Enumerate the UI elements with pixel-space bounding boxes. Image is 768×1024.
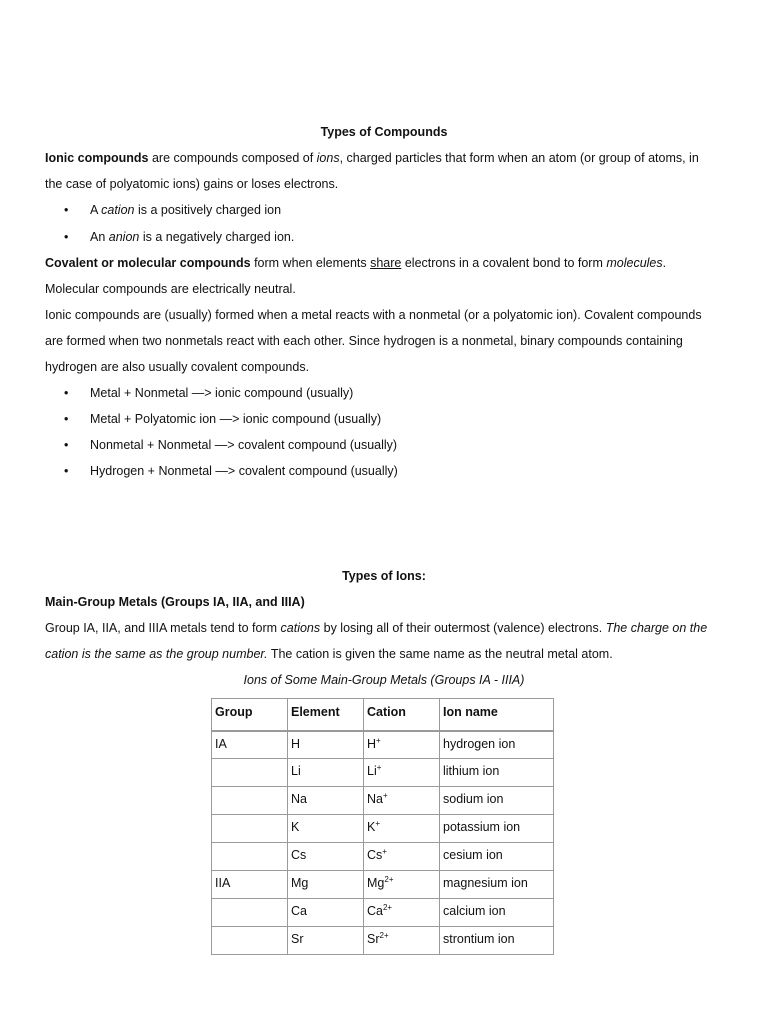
formation-line-3: hydrogen are also usually covalent compounds. bbox=[45, 360, 310, 374]
bullet-icon: • bbox=[64, 438, 69, 452]
term-cations: cations bbox=[280, 621, 321, 635]
bullet-icon: • bbox=[64, 203, 69, 217]
rule-text: Hydrogen + Nonmetal —> covalent compound (usually) bbox=[90, 464, 398, 478]
text: Group IA, IIA, and IIIA metals tend to form bbox=[45, 621, 281, 635]
ionic-definition-line1 bbox=[45, 152, 699, 165]
text: cation is the same as the group number. bbox=[45, 647, 268, 661]
formation-line-1: Ionic compounds are (usually) formed when a metal reacts with a nonmetal (or a polyatomic ion). Covalent compounds bbox=[45, 308, 702, 322]
cell-element: Cs bbox=[288, 843, 364, 871]
cell-element: Na bbox=[288, 787, 364, 815]
cation-symbol: Ca bbox=[367, 904, 383, 918]
cell-cation bbox=[364, 815, 440, 843]
cell-element: K bbox=[288, 815, 364, 843]
cation-symbol: Cs bbox=[367, 848, 383, 862]
table-caption: Ions of Some Main-Group Metals (Groups IA - IIIA) bbox=[243, 673, 525, 687]
rule-text: Nonmetal + Nonmetal —> covalent compound (usually) bbox=[90, 438, 398, 452]
term-share: share bbox=[370, 256, 402, 270]
text: The charge on the bbox=[605, 621, 708, 635]
cation-charge: 2+ bbox=[382, 902, 393, 912]
cell-group: IA bbox=[212, 731, 288, 759]
cell-ion-name: hydrogen ion bbox=[440, 731, 554, 759]
cation-symbol: Sr bbox=[367, 932, 380, 946]
table-row bbox=[212, 899, 554, 927]
bullet-icon: • bbox=[64, 230, 69, 244]
cell-group bbox=[212, 927, 288, 955]
term-molecules: molecules bbox=[606, 256, 663, 270]
section-title-compounds: Types of Compounds bbox=[320, 125, 448, 139]
bullet-cation bbox=[64, 204, 281, 217]
term-cation: cation bbox=[101, 203, 135, 217]
cell-ion-name: sodium ion bbox=[440, 787, 554, 815]
ionic-definition-line2: the case of polyatomic ions) gains or loses electrons. bbox=[45, 177, 339, 191]
text: form when elements bbox=[250, 256, 371, 270]
cell-group bbox=[212, 815, 288, 843]
bullet-icon: • bbox=[64, 412, 69, 426]
cation-charge: 2+ bbox=[384, 874, 394, 884]
table-row bbox=[212, 787, 554, 815]
cell-ion-name: potassium ion bbox=[440, 815, 554, 843]
cell-ion-name: cesium ion bbox=[440, 843, 554, 871]
ions-paragraph-line2 bbox=[45, 648, 613, 661]
text: is a negatively charged ion. bbox=[139, 230, 295, 244]
rule-text: Metal + Polyatomic ion —> ionic compound (usually) bbox=[90, 412, 382, 426]
neutral-line: Molecular compounds are electrically neutral. bbox=[45, 282, 296, 296]
cation-charge: + bbox=[376, 762, 382, 772]
cell-element: Mg bbox=[288, 871, 364, 899]
term-anion: anion bbox=[108, 230, 140, 244]
table-row bbox=[212, 759, 554, 787]
cell-group: IIA bbox=[212, 871, 288, 899]
cation-symbol: K bbox=[367, 820, 376, 834]
text: is a positively charged ion bbox=[134, 203, 282, 217]
bullet-icon: • bbox=[64, 464, 69, 478]
header-group: Group bbox=[212, 699, 288, 731]
cell-ion-name: strontium ion bbox=[440, 927, 554, 955]
cation-symbol: Li bbox=[367, 764, 377, 778]
term-ionic-compounds: Ionic compounds bbox=[45, 151, 149, 165]
bullet-icon: • bbox=[64, 386, 69, 400]
table-row bbox=[212, 731, 554, 759]
bullet-anion bbox=[64, 231, 294, 244]
cell-cation bbox=[364, 927, 440, 955]
rule-text: Metal + Nonmetal —> ionic compound (usually) bbox=[90, 386, 354, 400]
cell-ion-name: lithium ion bbox=[440, 759, 554, 787]
cation-symbol: H bbox=[367, 736, 377, 751]
table-header-row bbox=[212, 699, 554, 731]
cell-cation bbox=[364, 871, 440, 899]
text: A bbox=[90, 203, 102, 217]
cell-group bbox=[212, 759, 288, 787]
subheading-main-group-metals: Main-Group Metals (Groups IA, IIA, and IIIA) bbox=[45, 595, 305, 609]
header-element: Element bbox=[288, 699, 364, 731]
text: The cation is given the same name as the neutral metal atom. bbox=[267, 647, 613, 661]
cation-symbol: Na bbox=[367, 792, 383, 806]
cell-group bbox=[212, 843, 288, 871]
cation-charge: + bbox=[382, 790, 388, 800]
term-ions: ions bbox=[316, 151, 340, 165]
cation-charge: + bbox=[382, 846, 387, 856]
cation-charge: + bbox=[375, 818, 381, 828]
header-cation: Cation bbox=[364, 699, 440, 731]
cell-ion-name: magnesium ion bbox=[440, 871, 554, 899]
covalent-definition bbox=[45, 257, 666, 270]
ions-paragraph-line1 bbox=[45, 622, 707, 635]
table-row bbox=[212, 871, 554, 899]
cell-cation bbox=[364, 899, 440, 927]
cell-element: Li bbox=[288, 759, 364, 787]
cell-cation bbox=[364, 843, 440, 871]
cell-group bbox=[212, 787, 288, 815]
rule-bullet-3 bbox=[64, 439, 397, 452]
text: are compounds composed of bbox=[148, 151, 317, 165]
table-row bbox=[212, 815, 554, 843]
rule-bullet-4 bbox=[64, 465, 398, 478]
cell-group bbox=[212, 899, 288, 927]
cell-cation bbox=[364, 731, 440, 759]
cation-charge: 2+ bbox=[379, 930, 389, 940]
text: by losing all of their outermost (valence) electrons. bbox=[320, 621, 606, 635]
text: , charged particles that form when an atom (or group of atoms, in bbox=[339, 151, 699, 165]
term-covalent-compounds: Covalent or molecular compounds bbox=[45, 256, 251, 270]
cation-symbol: Mg bbox=[367, 876, 385, 890]
cell-cation bbox=[364, 787, 440, 815]
text: . bbox=[662, 256, 667, 270]
cell-element: Ca bbox=[288, 899, 364, 927]
ions-table bbox=[211, 698, 554, 955]
cell-element: Sr bbox=[288, 927, 364, 955]
header-ion-name: Ion name bbox=[440, 699, 554, 731]
table-row bbox=[212, 927, 554, 955]
rule-bullet-1 bbox=[64, 387, 353, 400]
cation-charge: + bbox=[376, 735, 381, 745]
section-title-ions: Types of Ions: bbox=[342, 569, 426, 583]
cell-element: H bbox=[288, 731, 364, 759]
formation-line-2: are formed when two nonmetals react with each other. Since hydrogen is a nonmetal, binary compounds containing bbox=[45, 334, 683, 348]
text: electrons in a covalent bond to form bbox=[401, 256, 607, 270]
cell-ion-name: calcium ion bbox=[440, 899, 554, 927]
table-row bbox=[212, 843, 554, 871]
text: An bbox=[90, 230, 109, 244]
cell-cation bbox=[364, 759, 440, 787]
rule-bullet-2 bbox=[64, 413, 381, 426]
